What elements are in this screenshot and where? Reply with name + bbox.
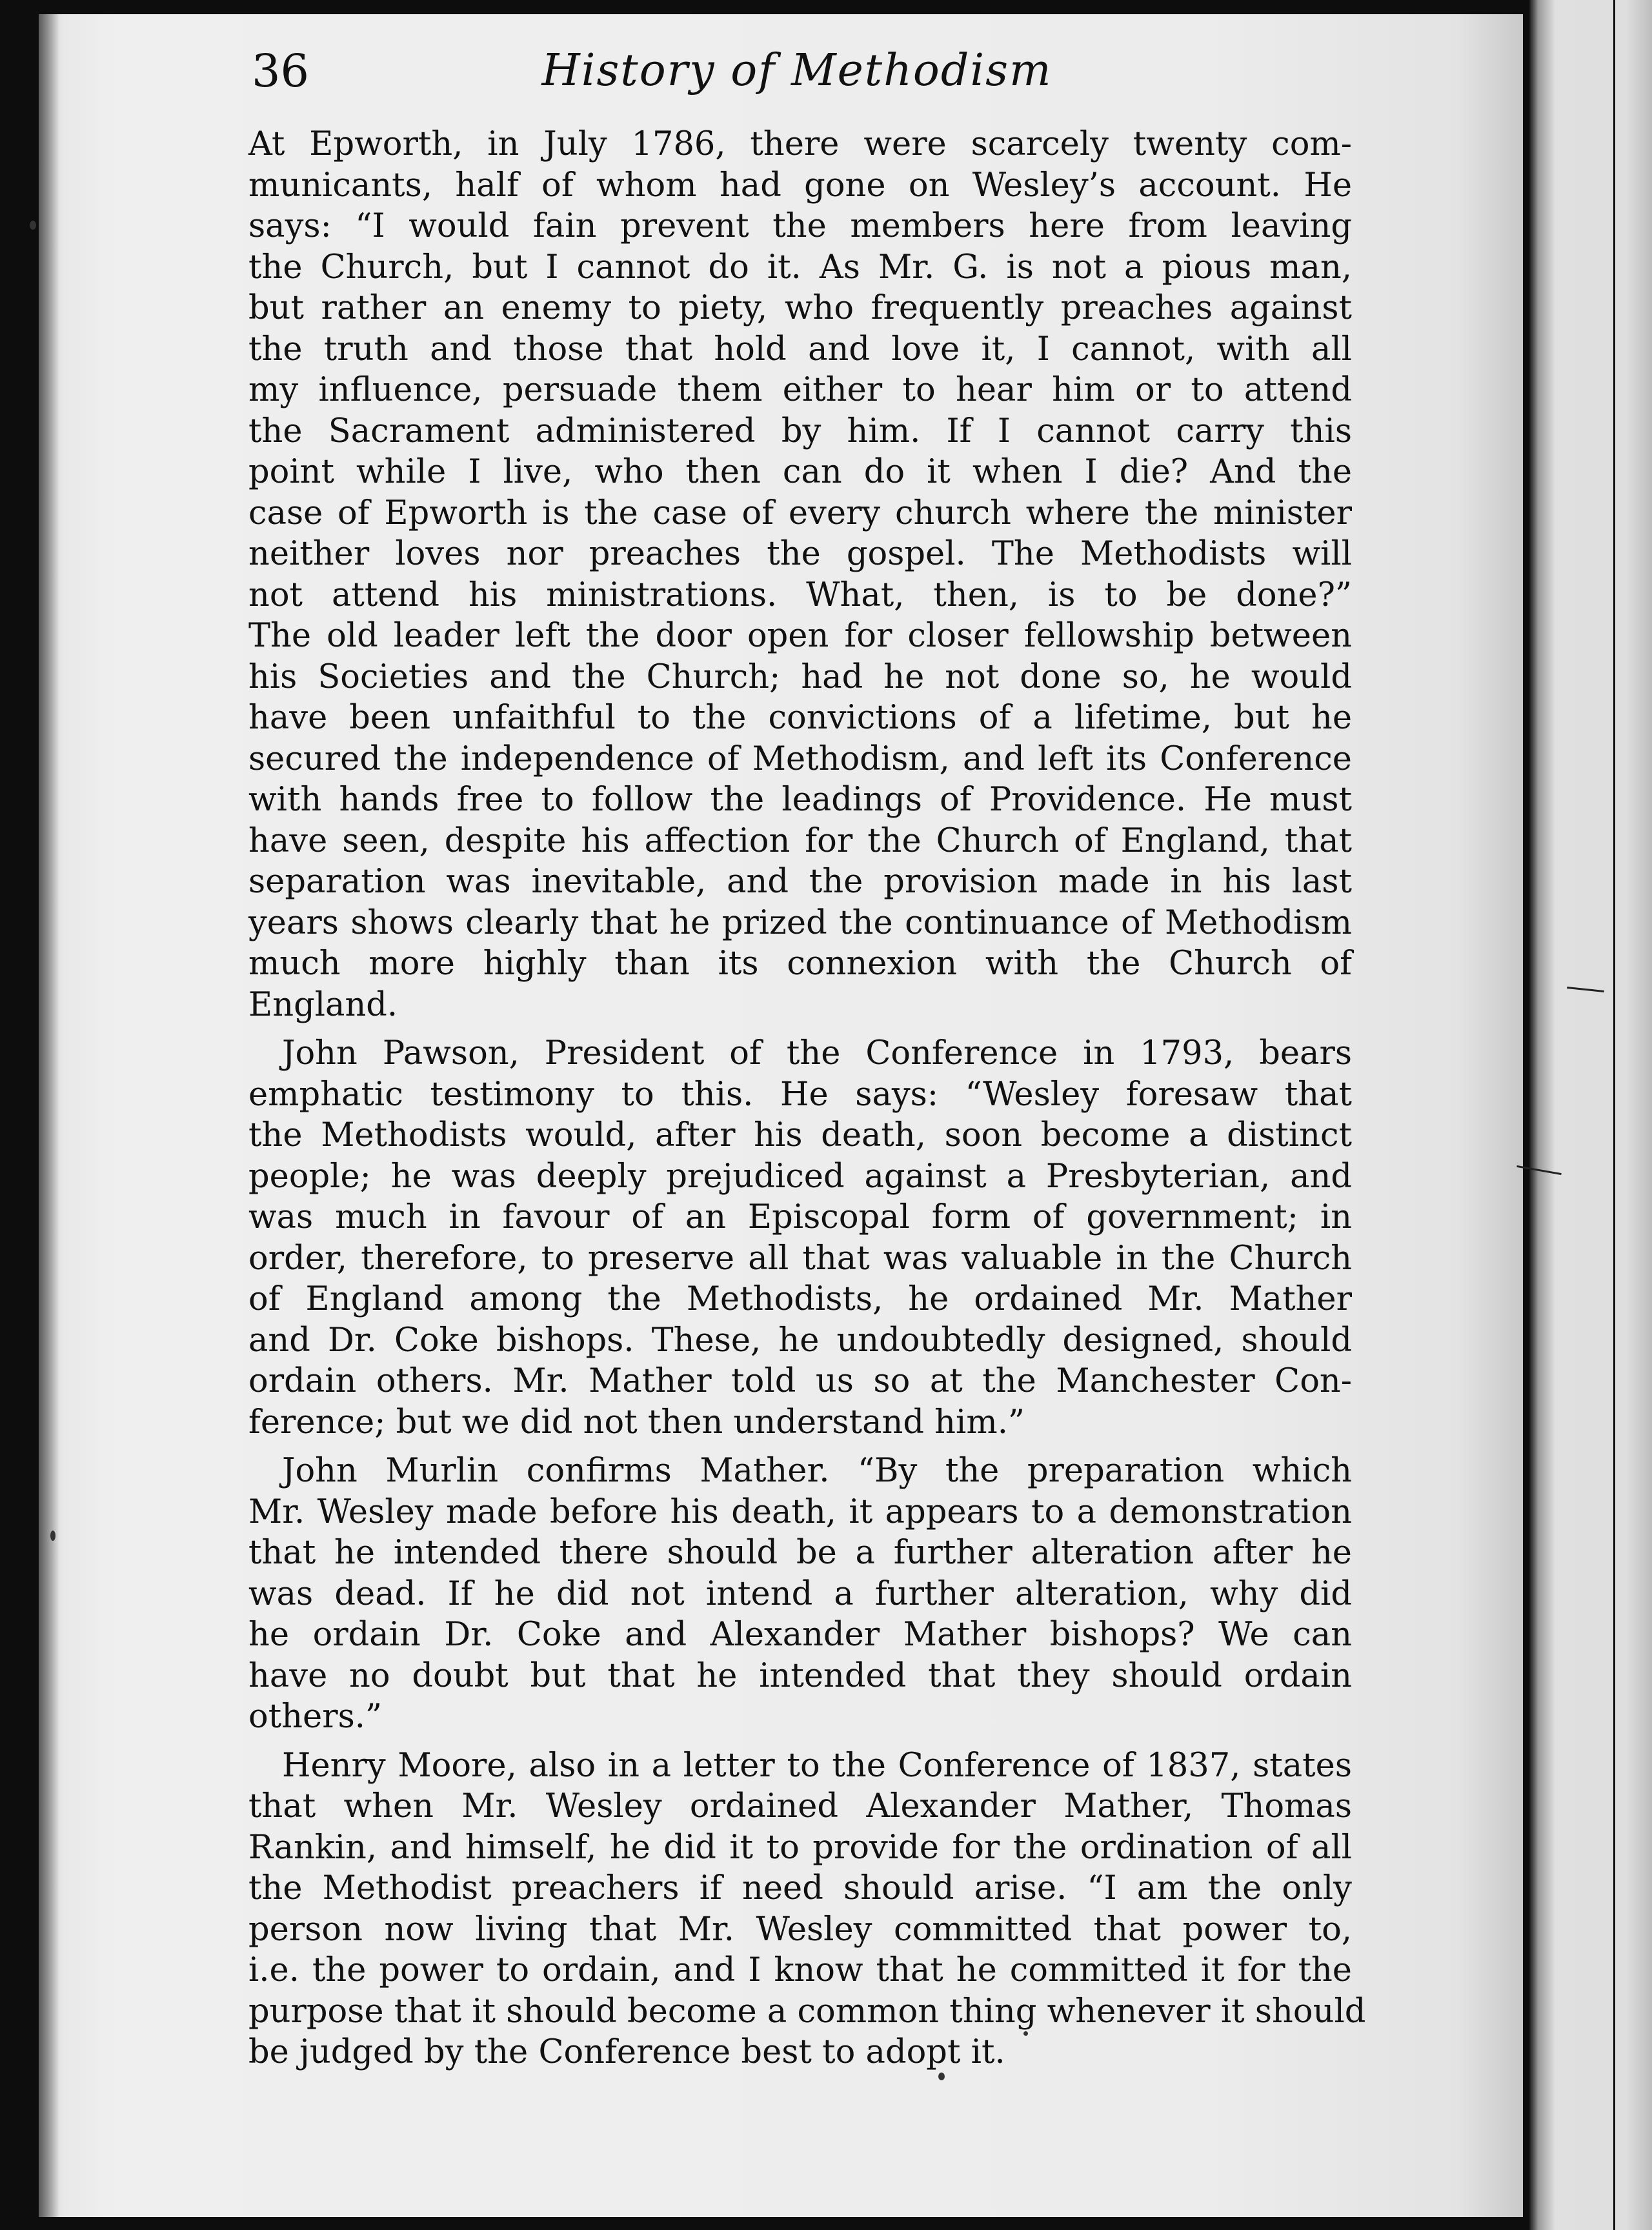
text-line: purpose that it should become a common thing whenever it should (248, 1992, 1366, 2031)
text-line: England. (248, 985, 398, 1024)
text-line: Mr. Wesley made before his death, it appears to a demonstration (248, 1492, 1352, 1531)
text-line: the truth and those that hold and love it, I cannot, with all (248, 330, 1352, 368)
paragraph-1 (248, 124, 1352, 1025)
text-line: says: “I would fain prevent the members here from leaving (248, 207, 1352, 245)
text-line: John Pawson, President of the Conference in 1793, bears (282, 1034, 1352, 1072)
text-line: the Sacrament administered by him. If I cannot carry this (248, 412, 1352, 450)
text-line: that he intended there should be a further alteration after he (248, 1534, 1352, 1572)
dust-speck (50, 1531, 55, 1541)
text-line: Rankin, and himself, he did it to provide for the ordination of all (248, 1828, 1352, 1867)
text-line: ference; but we did not then understand him.” (248, 1403, 1025, 1441)
text-line: secured the independence of Methodism, and left its Conference (248, 739, 1352, 778)
binding-shadow (39, 14, 59, 2217)
text-line: and Dr. Coke bishops. These, he undoubtedly designed, should (248, 1321, 1352, 1360)
text-line: At Epworth, in July 1786, there were scarcely twenty com- (248, 125, 1352, 163)
text-line: with hands free to follow the leadings of Providence. He must (248, 781, 1352, 819)
text-line: person now living that Mr. Wesley committed that power to, (248, 1910, 1352, 1949)
text-line: the Methodists would, after his death, soon become a distinct (248, 1116, 1352, 1154)
text-line: neither loves nor preaches the gospel. The Methodists will (248, 535, 1352, 573)
text-line: i.e. the power to ordain, and I know that he committed it for the (248, 1951, 1352, 1989)
text-line: his Societies and the Church; had he not done so, he would (248, 658, 1352, 696)
text-line: separation was inevitable, and the provision made in his last (248, 863, 1352, 901)
paragraph-gap (248, 1443, 1352, 1451)
page-header (252, 35, 1342, 106)
text-line: that when Mr. Wesley ordained Alexander Mather, Thomas (248, 1787, 1352, 1825)
text-line: but rather an enemy to piety, who frequently preaches against (248, 289, 1352, 327)
text-line: he ordain Dr. Coke and Alexander Mather bishops? We can (248, 1616, 1352, 1654)
text-line: ordain others. Mr. Mather told us so at the Manchester Con- (248, 1362, 1352, 1400)
page-edge-line (1613, 0, 1615, 2230)
text-line: much more highly than its connexion with the Church of (248, 945, 1352, 983)
paragraph-2 (248, 1033, 1352, 1443)
text-line: was much in favour of an Episcopal form of government; in (248, 1198, 1352, 1236)
text-line: be judged by the Conference best to adopt it. (248, 2033, 1005, 2071)
facing-page-edge (1529, 0, 1652, 2230)
text-line: Henry Moore, also in a letter to the Conference of 1837, states (282, 1746, 1352, 1785)
dust-speck (938, 2073, 945, 2080)
text-line: my influence, persuade them either to hear him or to attend (248, 371, 1352, 409)
text-line: others.” (248, 1698, 383, 1736)
paragraph-4 (248, 1745, 1366, 2073)
text-line: the Church, but I cannot do it. As Mr. G. is not a pious man, (248, 248, 1352, 286)
text-line: have no doubt but that he intended that they should ordain (248, 1656, 1352, 1695)
text-line: case of Epworth is the case of every church where the minister (248, 494, 1352, 532)
text-line: have seen, despite his affection for the Church of England, that (248, 821, 1352, 860)
text-line: order, therefore, to preserve all that was valuable in the Church (248, 1239, 1352, 1278)
page-number: 36 (252, 45, 310, 97)
text-line: people; he was deeply prejudiced against a Presbyterian, and (248, 1157, 1352, 1196)
dust-speck (30, 221, 36, 230)
paragraph-3 (248, 1451, 1352, 1738)
paragraph-gap (248, 1738, 1352, 1745)
text-line: John Murlin confirms Mather. “By the preparation which (282, 1452, 1352, 1490)
text-line: was dead. If he did not intend a further alteration, why did (248, 1574, 1352, 1613)
text-line: The old leader left the door open for closer fellowship between (248, 617, 1352, 655)
running-title: History of Methodism (541, 45, 1053, 96)
text-line: have been unfaithful to the convictions of a lifetime, but he (248, 699, 1352, 737)
text-line: the Methodist preachers if need should arise. “I am the only (248, 1869, 1352, 1907)
body-text (248, 124, 1366, 2073)
text-line: of England among the Methodists, he ordained Mr. Mather (248, 1280, 1352, 1318)
text-line: not attend his ministrations. What, then, is to be done?” (248, 576, 1352, 614)
text-line: municants, half of whom had gone on Wesley’s account. He (248, 166, 1352, 205)
text-line: point while I live, who then can do it when I die? And the (248, 453, 1352, 491)
paragraph-gap (248, 1025, 1352, 1033)
text-line: emphatic testimony to this. He says: “Wesley foresaw that (248, 1075, 1352, 1114)
text-line: years shows clearly that he prized the continuance of Methodism (248, 903, 1352, 942)
